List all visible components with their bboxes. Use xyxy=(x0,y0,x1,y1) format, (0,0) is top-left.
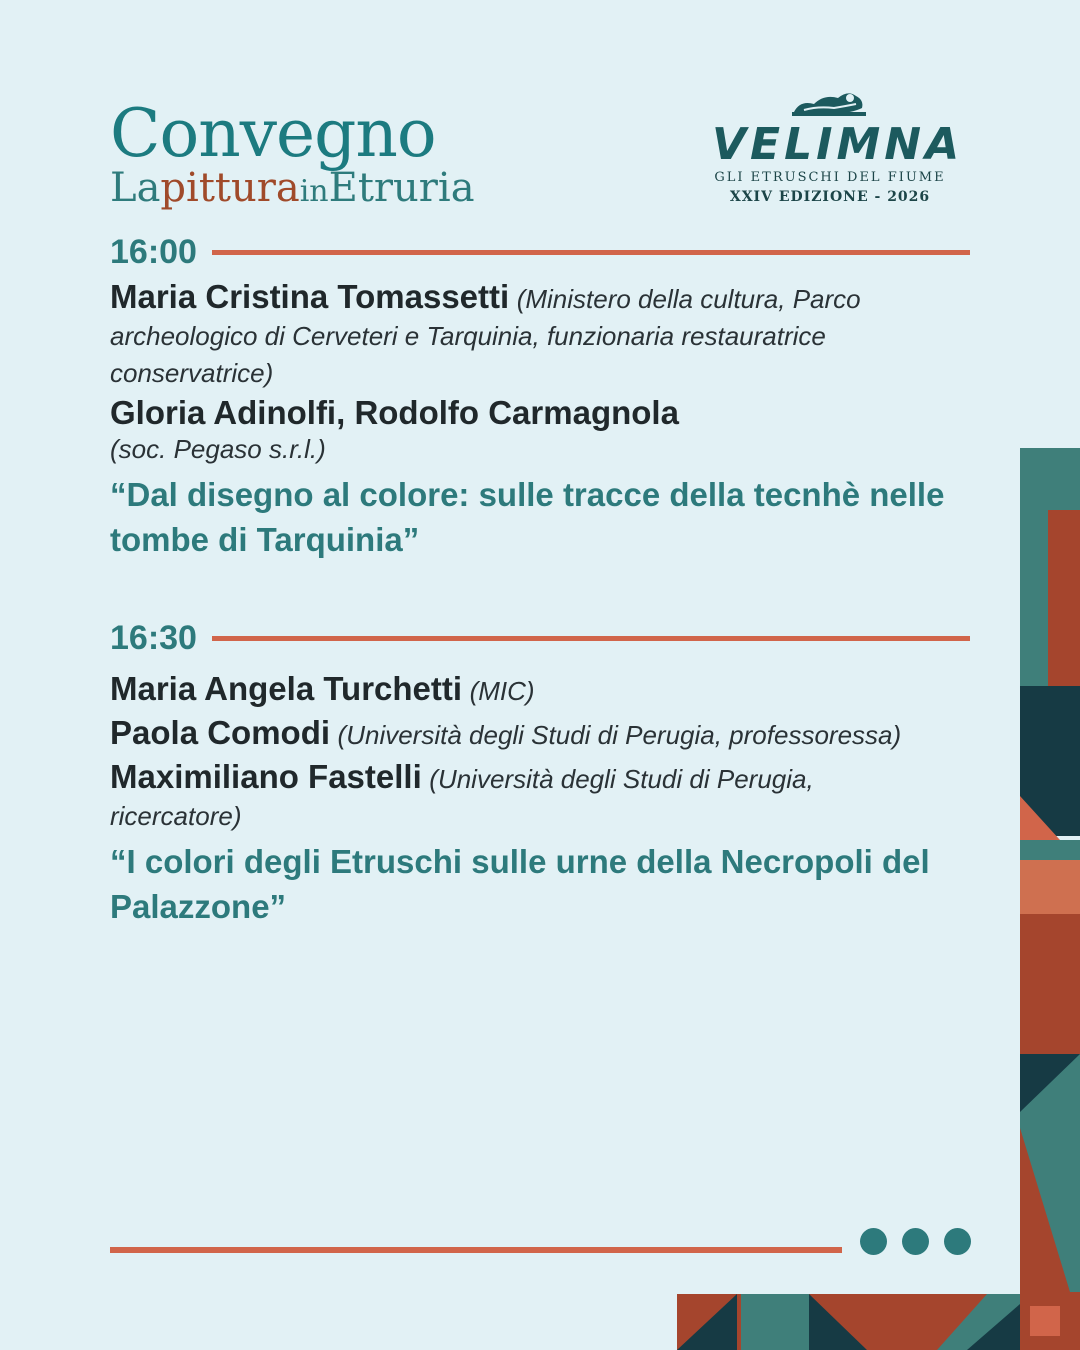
subtitle-la: La xyxy=(110,165,161,211)
time-divider xyxy=(212,636,970,641)
speaker-name: Maximiliano Fastelli xyxy=(110,758,422,795)
subtitle-etruria: Etruria xyxy=(328,165,475,211)
logo-wordmark: VELIMNA xyxy=(712,119,964,170)
speaker-entry xyxy=(110,714,1010,754)
talk-title: “Dal disegno al colore: sulle tracce della tecnhè nelle tombe di Tarquinia” xyxy=(110,476,945,558)
geometric-pattern-bottom xyxy=(677,1294,1020,1350)
bottom-divider xyxy=(110,1247,842,1253)
geometric-pattern-right xyxy=(1020,448,1080,1350)
speaker-name: Paola Comodi xyxy=(110,714,331,751)
session-1600 xyxy=(110,234,990,562)
speaker-role: (Università degli Studi di Perugia, professoressa) xyxy=(337,720,902,750)
speaker-entry xyxy=(110,758,910,835)
event-title: Convegno xyxy=(110,95,436,172)
pagination-dots xyxy=(860,1228,971,1255)
speaker-role: (MIC) xyxy=(469,676,535,706)
session-time: 16:30 xyxy=(110,618,197,657)
subtitle-pittura: pittura xyxy=(160,165,300,211)
talk-title: “I colori degli Etruschi sulle urne della Necropoli del Palazzone” xyxy=(110,843,930,925)
time-divider xyxy=(212,250,970,255)
logo-tagline: GLI ETRUSCHI DEL FIUME xyxy=(714,170,946,185)
reclining-figure-icon xyxy=(790,88,870,118)
session-time: 16:00 xyxy=(110,232,197,271)
logo-edition: XXIV EDIZIONE - 2026 xyxy=(729,189,931,205)
session-1630 xyxy=(110,620,990,929)
event-subtitle xyxy=(110,166,475,214)
event-title-block xyxy=(110,95,475,214)
speaker-entry xyxy=(110,394,990,468)
speaker-role: (soc. Pegaso s.r.l.) xyxy=(110,434,326,464)
speaker-name: Gloria Adinolfi, Rodolfo Carmagnola xyxy=(110,394,679,431)
pagination-dot[interactable] xyxy=(944,1228,971,1255)
session-time-row xyxy=(110,234,990,270)
speaker-name: Maria Cristina Tomassetti xyxy=(110,278,510,315)
pagination-dot[interactable] xyxy=(860,1228,887,1255)
pagination-dot[interactable] xyxy=(902,1228,929,1255)
session-time-row xyxy=(110,620,990,656)
subtitle-in: in xyxy=(299,174,329,209)
speaker-entry xyxy=(110,278,900,392)
velimna-logo xyxy=(712,88,964,205)
speaker-role: (Università degli Studi di Perugia, ricercatore) xyxy=(110,764,814,831)
speaker-name: Maria Angela Turchetti xyxy=(110,670,463,707)
speaker-entry xyxy=(110,670,990,710)
speaker-role: (Ministero della cultura, Parco archeologico di Cerveteri e Tarquinia, funzionaria restauratrice conservatrice) xyxy=(110,284,861,388)
